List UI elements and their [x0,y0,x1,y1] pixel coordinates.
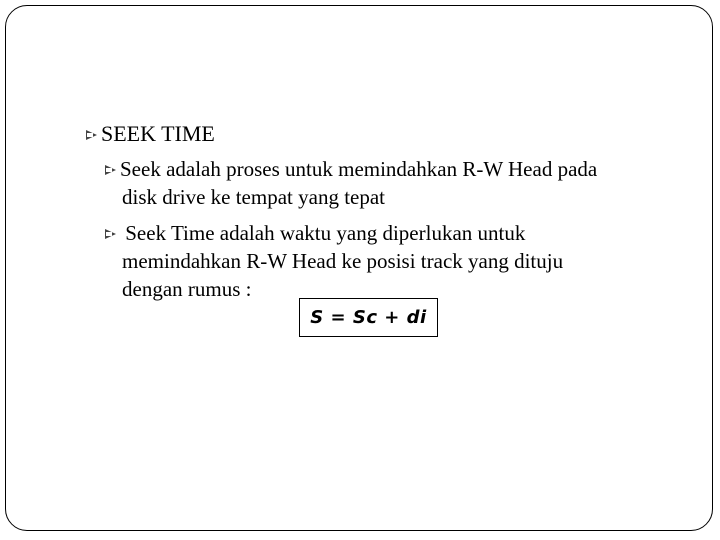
section-heading [86,119,215,149]
bullet-text-line-1: Seek Time adalah waktu yang diperlukan untuk [120,221,526,245]
bullet-item-seek-definition [105,155,597,211]
bullet-arrow-icon [105,228,119,240]
formula-text: S = Sc + di [310,307,427,328]
formula-box [299,298,438,337]
bullet-text-line-1: Seek adalah proses untuk memindahkan R-W Head pada [120,157,598,181]
bullet-arrow-icon [86,129,100,141]
bullet-text-line-3: dengan rumus : [122,277,252,301]
bullet-arrow-icon [105,164,119,176]
bullet-item-seek-time-definition [105,219,563,303]
heading-text: SEEK TIME [101,121,215,146]
bullet-text-line-2: disk drive ke tempat yang tepat [122,185,386,209]
bullet-text-line-2: memindahkan R-W Head ke posisi track yang dituju [122,249,564,273]
